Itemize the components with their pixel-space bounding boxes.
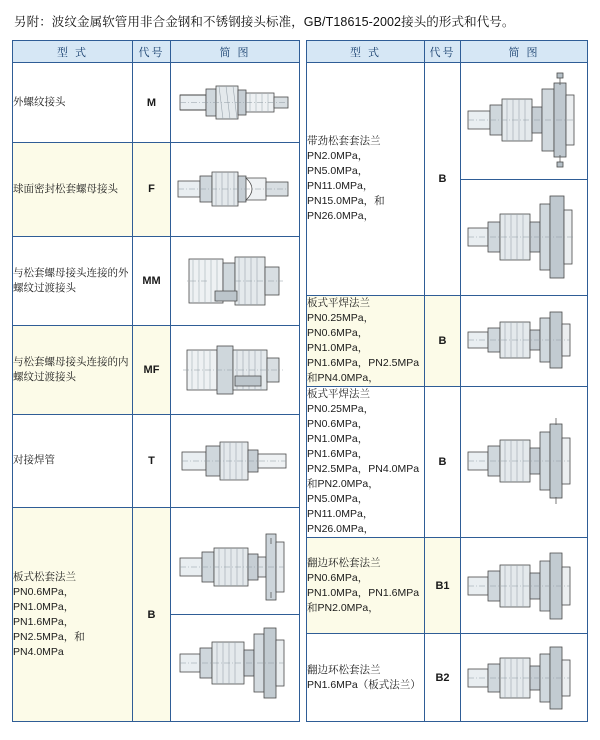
row-figure bbox=[461, 387, 588, 538]
table-row bbox=[307, 387, 588, 538]
row-figure bbox=[461, 63, 588, 296]
female-adapter-fitting-icon bbox=[179, 336, 291, 404]
ribbed-lap-flange-icon bbox=[464, 69, 584, 173]
spec-tables bbox=[12, 40, 588, 722]
header-name: 型 式 bbox=[13, 41, 133, 63]
header-figure: 简 图 bbox=[461, 41, 588, 63]
row-code: B bbox=[425, 296, 461, 387]
row-code: M bbox=[133, 63, 171, 143]
male-adapter-fitting-icon bbox=[179, 247, 291, 315]
row-figure bbox=[461, 634, 588, 722]
table-header-row bbox=[13, 41, 300, 63]
row-figure bbox=[171, 414, 300, 508]
row-name: 板式平焊法兰 PN0.25MPa，PN0.6MPa，PN1.0MPa，PN1.6MPa，PN2.5MPa和PN4.0MPa， bbox=[307, 296, 425, 387]
table-row bbox=[13, 325, 300, 414]
row-name: 与松套螺母接头连接的外螺纹过渡接头 bbox=[13, 236, 133, 325]
table-row bbox=[13, 414, 300, 508]
row-figure bbox=[171, 236, 300, 325]
table-row bbox=[13, 236, 300, 325]
row-figure bbox=[461, 296, 588, 387]
figure-bottom bbox=[171, 615, 299, 710]
row-code: B1 bbox=[425, 538, 461, 634]
row-code: MF bbox=[133, 325, 171, 414]
row-figure bbox=[171, 63, 300, 143]
row-name: 翻边环松套法兰 PN1.6MPa（板式法兰） bbox=[307, 634, 425, 722]
header-figure: 简 图 bbox=[171, 41, 300, 63]
row-name: 与松套螺母接头连接的内螺纹过渡接头 bbox=[13, 325, 133, 414]
table-row bbox=[307, 538, 588, 634]
ribbed-lap-flange-alt-icon bbox=[464, 186, 584, 290]
row-figure bbox=[461, 538, 588, 634]
row-code: B bbox=[425, 387, 461, 538]
figure-top bbox=[171, 519, 299, 615]
plate-lap-joint-flange-icon bbox=[176, 524, 294, 610]
butt-weld-pipe-icon bbox=[176, 428, 294, 494]
table-row bbox=[13, 508, 300, 722]
page-title: 另附：波纹金属软管用非合金钢和不锈钢接头标准，GB/T18615-2002接头的形式和代号。 bbox=[14, 15, 515, 29]
header-name: 型 式 bbox=[307, 41, 425, 63]
row-name: 球面密封松套螺母接头 bbox=[13, 143, 133, 237]
header-code: 代号 bbox=[133, 41, 171, 63]
flanged-ring-lap-flange-icon bbox=[464, 543, 584, 629]
row-figure bbox=[171, 325, 300, 414]
row-name: 对接焊管 bbox=[13, 414, 133, 508]
table-row bbox=[307, 634, 588, 722]
row-name: 板式松套法兰 PN0.6MPa，PN1.0MPa，PN1.6MPa，PN2.5MPa，和PN4.0MPa bbox=[13, 508, 133, 722]
header-code: 代号 bbox=[425, 41, 461, 63]
flanged-ring-lap-flange-b2-icon bbox=[464, 638, 584, 718]
row-code: MM bbox=[133, 236, 171, 325]
plate-flat-weld-flange-2-icon bbox=[464, 412, 584, 512]
figure-top bbox=[461, 63, 587, 180]
figure-bottom bbox=[461, 180, 587, 295]
row-code: B bbox=[133, 508, 171, 722]
row-code: B bbox=[425, 63, 461, 296]
table-row bbox=[13, 143, 300, 237]
fitting-table-right bbox=[306, 40, 588, 722]
table-header-row bbox=[307, 41, 588, 63]
row-code: F bbox=[133, 143, 171, 237]
plate-flat-weld-flange-icon bbox=[464, 304, 584, 378]
spherical-seal-union-nut-icon bbox=[174, 154, 296, 224]
table-row bbox=[13, 63, 300, 143]
row-name: 翻边环松套法兰 PN0.6MPa，PN1.0MPa，PN1.6MPa和PN2.0MPa， bbox=[307, 538, 425, 634]
fitting-table-left bbox=[12, 40, 300, 722]
row-name: 带劲松套套法兰 PN2.0MPa，PN5.0MPa，PN11.0MPa，PN15.0MPa，和PN26.0MPa， bbox=[307, 63, 425, 296]
plate-lap-joint-flange-alt-icon bbox=[176, 620, 294, 706]
male-thread-fitting-icon bbox=[174, 73, 296, 133]
row-figure bbox=[171, 508, 300, 722]
table-row bbox=[307, 296, 588, 387]
row-name: 板式平焊法兰 PN0.25MPa，PN0.6MPa，PN1.0MPa，PN1.6MPa，PN2.5MPa，PN4.0MPa 和PN2.0MPa，PN5.0MPa，PN11.0MPa，PN26.0MPa， bbox=[307, 387, 425, 538]
row-name: 外螺纹接头 bbox=[13, 63, 133, 143]
row-code: B2 bbox=[425, 634, 461, 722]
row-figure bbox=[171, 143, 300, 237]
row-code: T bbox=[133, 414, 171, 508]
table-row bbox=[307, 63, 588, 296]
